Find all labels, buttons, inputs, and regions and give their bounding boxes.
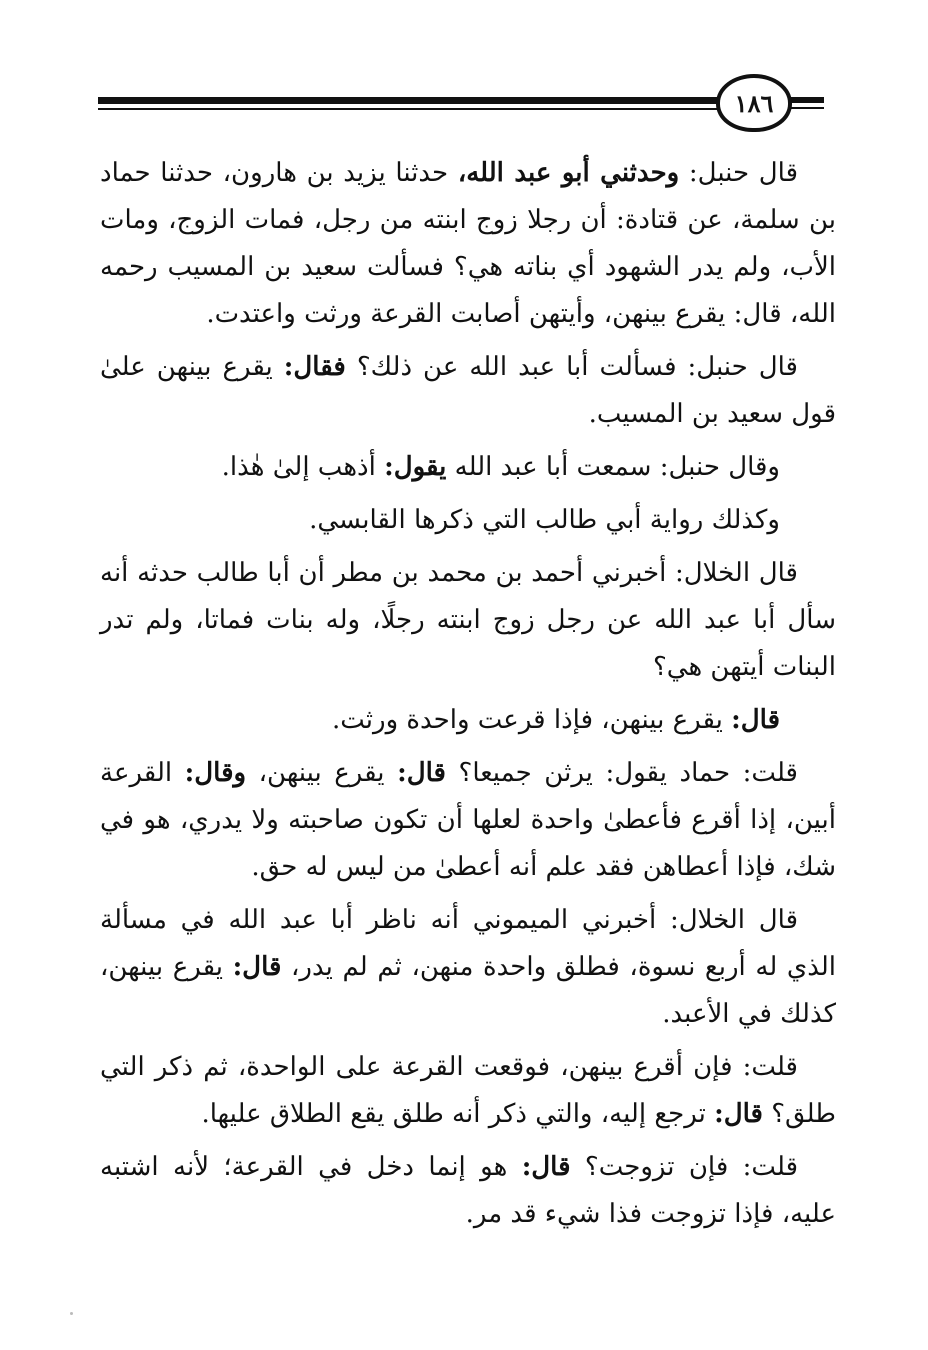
- bold-phrase: يقول:: [384, 452, 447, 482]
- text-body: [100, 150, 836, 1244]
- header-rule: [98, 97, 718, 104]
- scan-speck: [70, 1312, 73, 1315]
- paragraph: [100, 750, 836, 891]
- bold-phrase: وقال:: [184, 758, 247, 788]
- bold-phrase: وحدثني أبو عبد الله،: [457, 158, 680, 188]
- paragraph: [100, 444, 836, 491]
- paragraph: [100, 1144, 836, 1238]
- bold-phrase: فقال:: [283, 352, 346, 382]
- page-header: [98, 70, 826, 140]
- paragraph: [100, 1044, 836, 1138]
- page-number: ١٨٦: [716, 74, 792, 132]
- paragraph: [100, 150, 836, 338]
- paragraph: [100, 344, 836, 438]
- header-rule-right: [788, 97, 824, 103]
- text-run: ترجع إليه، والتي ذكر أنه طلق يقع الطلاق عليها.: [201, 1099, 715, 1129]
- bold-phrase: قال:: [232, 952, 282, 982]
- text-run: يقرع بينهن، كذلك في الأعبد.: [100, 952, 836, 1029]
- text-run: أذهب إلىٰ هٰذا.: [221, 452, 385, 482]
- text-run: قلت: فإن أقرع بينهن، فوقعت القرعة على الواحدة، ثم ذكر التي طلق؟: [100, 1052, 836, 1129]
- text-run: قال الخلال: أخبرني الميموني أنه ناظر أبا عبد الله في مسألة الذي له أربع نسوة، فطلق واحدة منهن، ثم لم يدر،: [100, 905, 836, 982]
- text-run: حدثنا يزيد بن هارون، حدثنا حماد بن سلمة، عن قتادة: أن رجلا زوج ابنته من رجل، فمات الزوج، ومات الأب، ولم يدر الشهود أي بناته هي؟ فسألت سعيد بن المسيب رحمه الله، قال: يقرع بينهن، وأيتهن أصابت القرعة ورثت واعتدت.: [100, 158, 836, 329]
- text-run: قال حنبل: فسألت أبا عبد الله عن ذلك؟: [345, 352, 798, 382]
- bold-phrase: قال:: [521, 1152, 571, 1182]
- paragraph: [100, 697, 836, 744]
- text-run: القرعة أبين، إذا أقرع فأعطىٰ واحدة لعلها أن تكون صاحبته ولا يدري، هو في شك، فإذا أعطاهن فقد علم أنه أعطىٰ من ليس له حق.: [100, 758, 836, 882]
- header-rule-thin: [98, 108, 718, 110]
- text-run: قلت: حماد يقول: يرثن جميعا؟: [445, 758, 798, 788]
- header-rule-right-thin: [788, 107, 824, 109]
- text-run: قلت: فإن تزوجت؟: [570, 1152, 798, 1182]
- paragraph: [100, 550, 836, 691]
- bold-phrase: قال:: [731, 705, 780, 735]
- text-run: يقرع بينهن، فإذا قرعت واحدة ورثت.: [331, 705, 732, 735]
- text-run: قال حنبل:: [679, 158, 798, 188]
- text-run: يقرع بينهن،: [246, 758, 398, 788]
- paragraph: [100, 497, 836, 544]
- text-run: هو إنما دخل في القرعة؛ لأنه اشتبه عليه، فإذا تزوجت فذا شيء قد مر.: [100, 1152, 836, 1229]
- text-run: قال الخلال: أخبرني أحمد بن محمد بن مطر أن أبا طالب حدثه أنه سأل أبا عبد الله عن رجل زوج ابنته رجلًا، وله بنات فماتا، ولم تدر البنات أيتهن هي؟: [100, 558, 836, 682]
- bold-phrase: قال:: [397, 758, 446, 788]
- text-run: يقرع بينهن علىٰ قول سعيد بن المسيب.: [100, 352, 836, 429]
- text-run: وقال حنبل: سمعت أبا عبد الله: [446, 452, 780, 482]
- text-run: وكذلك رواية أبي طالب التي ذكرها القابسي.: [309, 505, 780, 535]
- paragraph: [100, 897, 836, 1038]
- bold-phrase: قال:: [714, 1099, 763, 1129]
